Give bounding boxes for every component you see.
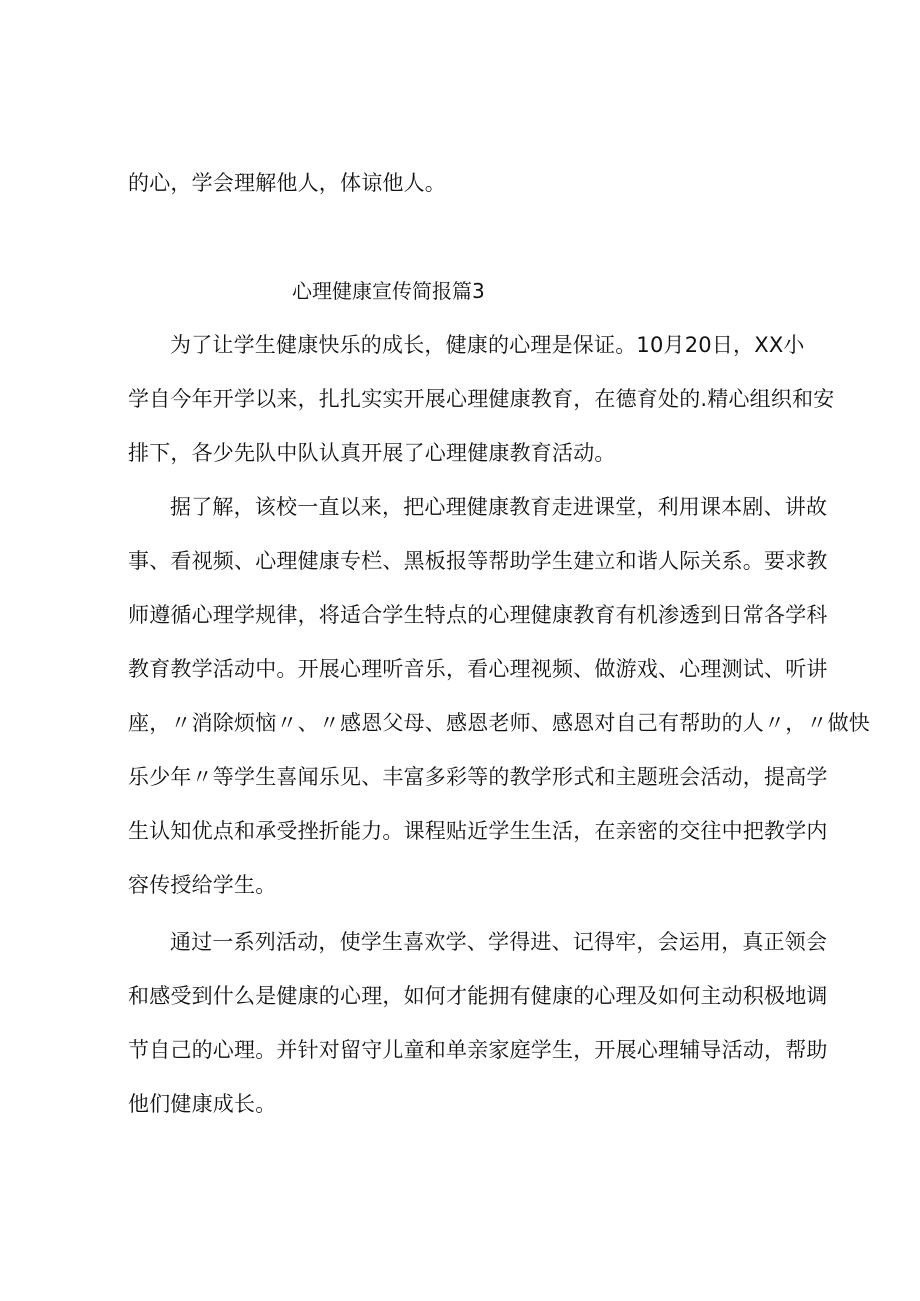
text-line-0: 的心，学会理解他人，体谅他人。: [128, 171, 446, 195]
text-line-7: 教育教学活动中。开展心理听音乐，看心理视频、做游戏、心理测试、听讲: [128, 657, 828, 681]
text-line-4: 据了解，该校一直以来，把心理健康教育走进课堂，利用课本剧、讲故: [170, 495, 828, 519]
text-line-10: 生认知优点和承受挫折能力。课程贴近学生生活，在亲密的交往中把教学内: [128, 819, 828, 843]
text-line-12: 通过一系列活动，使学生喜欢学、学得进、记得牢，会运用，真正领会: [170, 930, 828, 954]
text-line-9: 乐少年〃等学生喜闻乐见、丰富多彩等的教学形式和主题班会活动，提高学: [128, 765, 828, 789]
text-line-2: 学自今年开学以来，扎扎实实开展心理健康教育，在德育处的.精心组织和安: [128, 387, 835, 411]
text-line-5: 事、看视频、心理健康专栏、黑板报等帮助学生建立和谐人际关系。要求教: [128, 549, 828, 573]
text-line-11: 容传授给学生。: [128, 873, 277, 897]
section-title: 心理健康宣传简报篇3: [292, 279, 485, 303]
text-line-13: 和感受到什么是健康的心理，如何才能拥有健康的心理及如何主动积极地调: [128, 984, 828, 1008]
text-line-1: 为了让学生健康快乐的成长，健康的心理是保证。10月20日，XX小: [170, 333, 805, 357]
text-line-6: 师遵循心理学规律，将适合学生特点的心理健康教育有机渗透到日常各学科: [128, 603, 828, 627]
text-line-14: 节自己的心理。并针对留守儿童和单亲家庭学生，开展心理辅导活动，帮助: [128, 1038, 828, 1062]
text-line-8: 座，〃消除烦恼〃、〃感恩父母、感恩老师、感恩对自己有帮助的人〃，〃做快: [128, 711, 870, 735]
text-line-15: 他们健康成长。: [128, 1092, 277, 1116]
text-line-3: 排下，各少先队中队认真开展了心理健康教育活动。: [128, 441, 616, 465]
